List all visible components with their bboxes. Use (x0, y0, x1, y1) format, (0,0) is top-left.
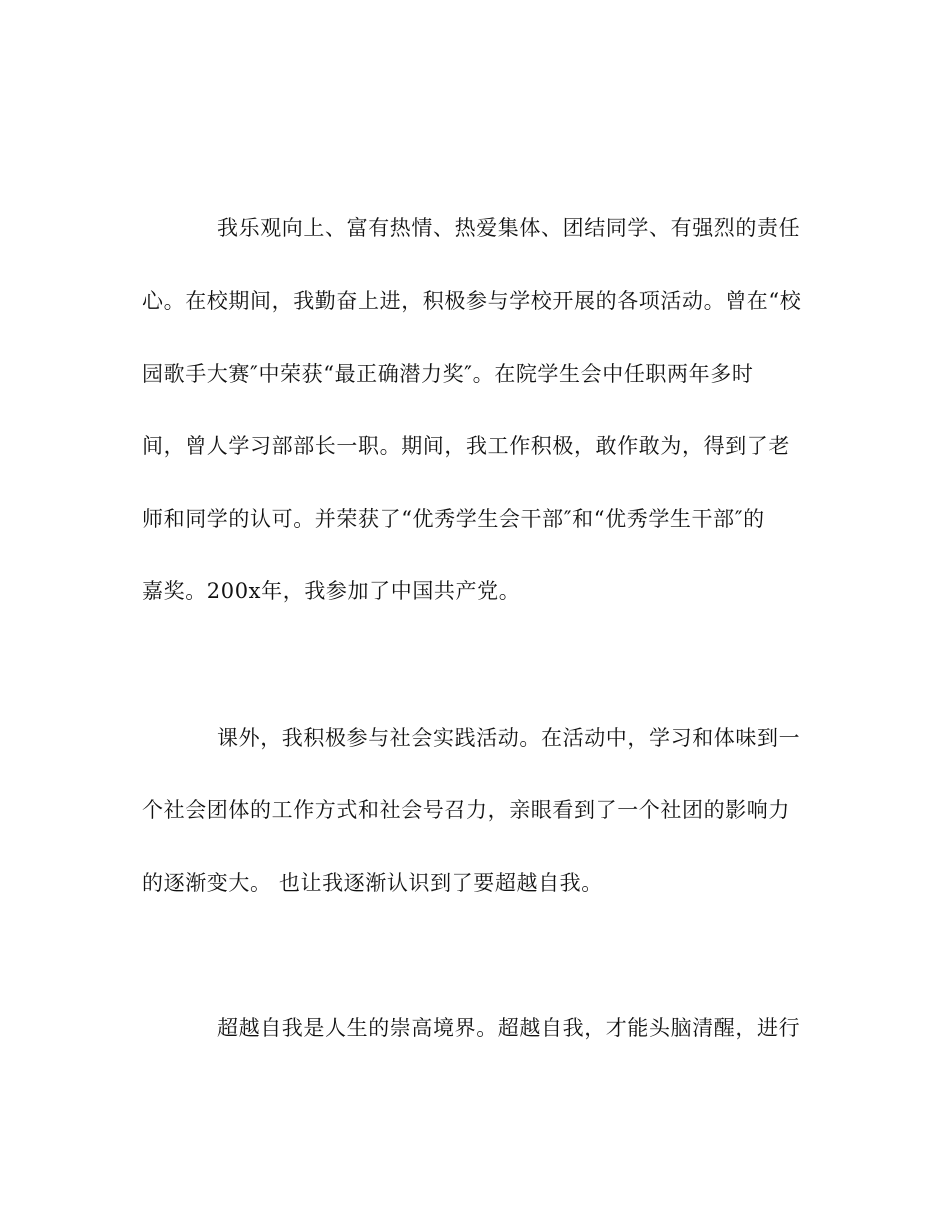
paragraph-1-line-1: 我乐观向上、富有热情、热爱集体、团结同学、有强烈的责任 (217, 216, 801, 240)
paragraph-2-line-3: 的逐渐变大。 也让我逐渐认识到了要超越自我。 (142, 871, 603, 895)
paragraph-1-line-3: 园歌手大赛″中荣获“最正确潜力奖″。在院学生会中任职两年多时 (142, 362, 754, 386)
paragraph-2-line-2: 个社会团体的工作方式和社会号召力，亲眼看到了一个社团的影响力 (142, 798, 790, 822)
paragraph-3-line-1: 超越自我是人生的崇高境界。超越自我，才能头脑清醒，进行 (217, 1016, 801, 1040)
paragraph-1-line-5: 师和同学的认可。并荣获了“优秀学生会干部″和“优秀学生干部″的 (142, 507, 765, 531)
paragraph-1-line-6: 嘉奖。200x年，我参加了中国共产党。 (142, 579, 521, 603)
paragraph-1-line-4: 间，曾人学习部部长一职。期间，我工作积极，敢作敢为，得到了老 (142, 434, 790, 458)
paragraph-1-line-2: 心。在校期间，我勤奋上进，积极参与学校开展的各项活动。曾在“校 (142, 289, 802, 313)
paragraph-2-line-1: 课外，我积极参与社会实践活动。在活动中，学习和体味到一 (217, 726, 801, 750)
